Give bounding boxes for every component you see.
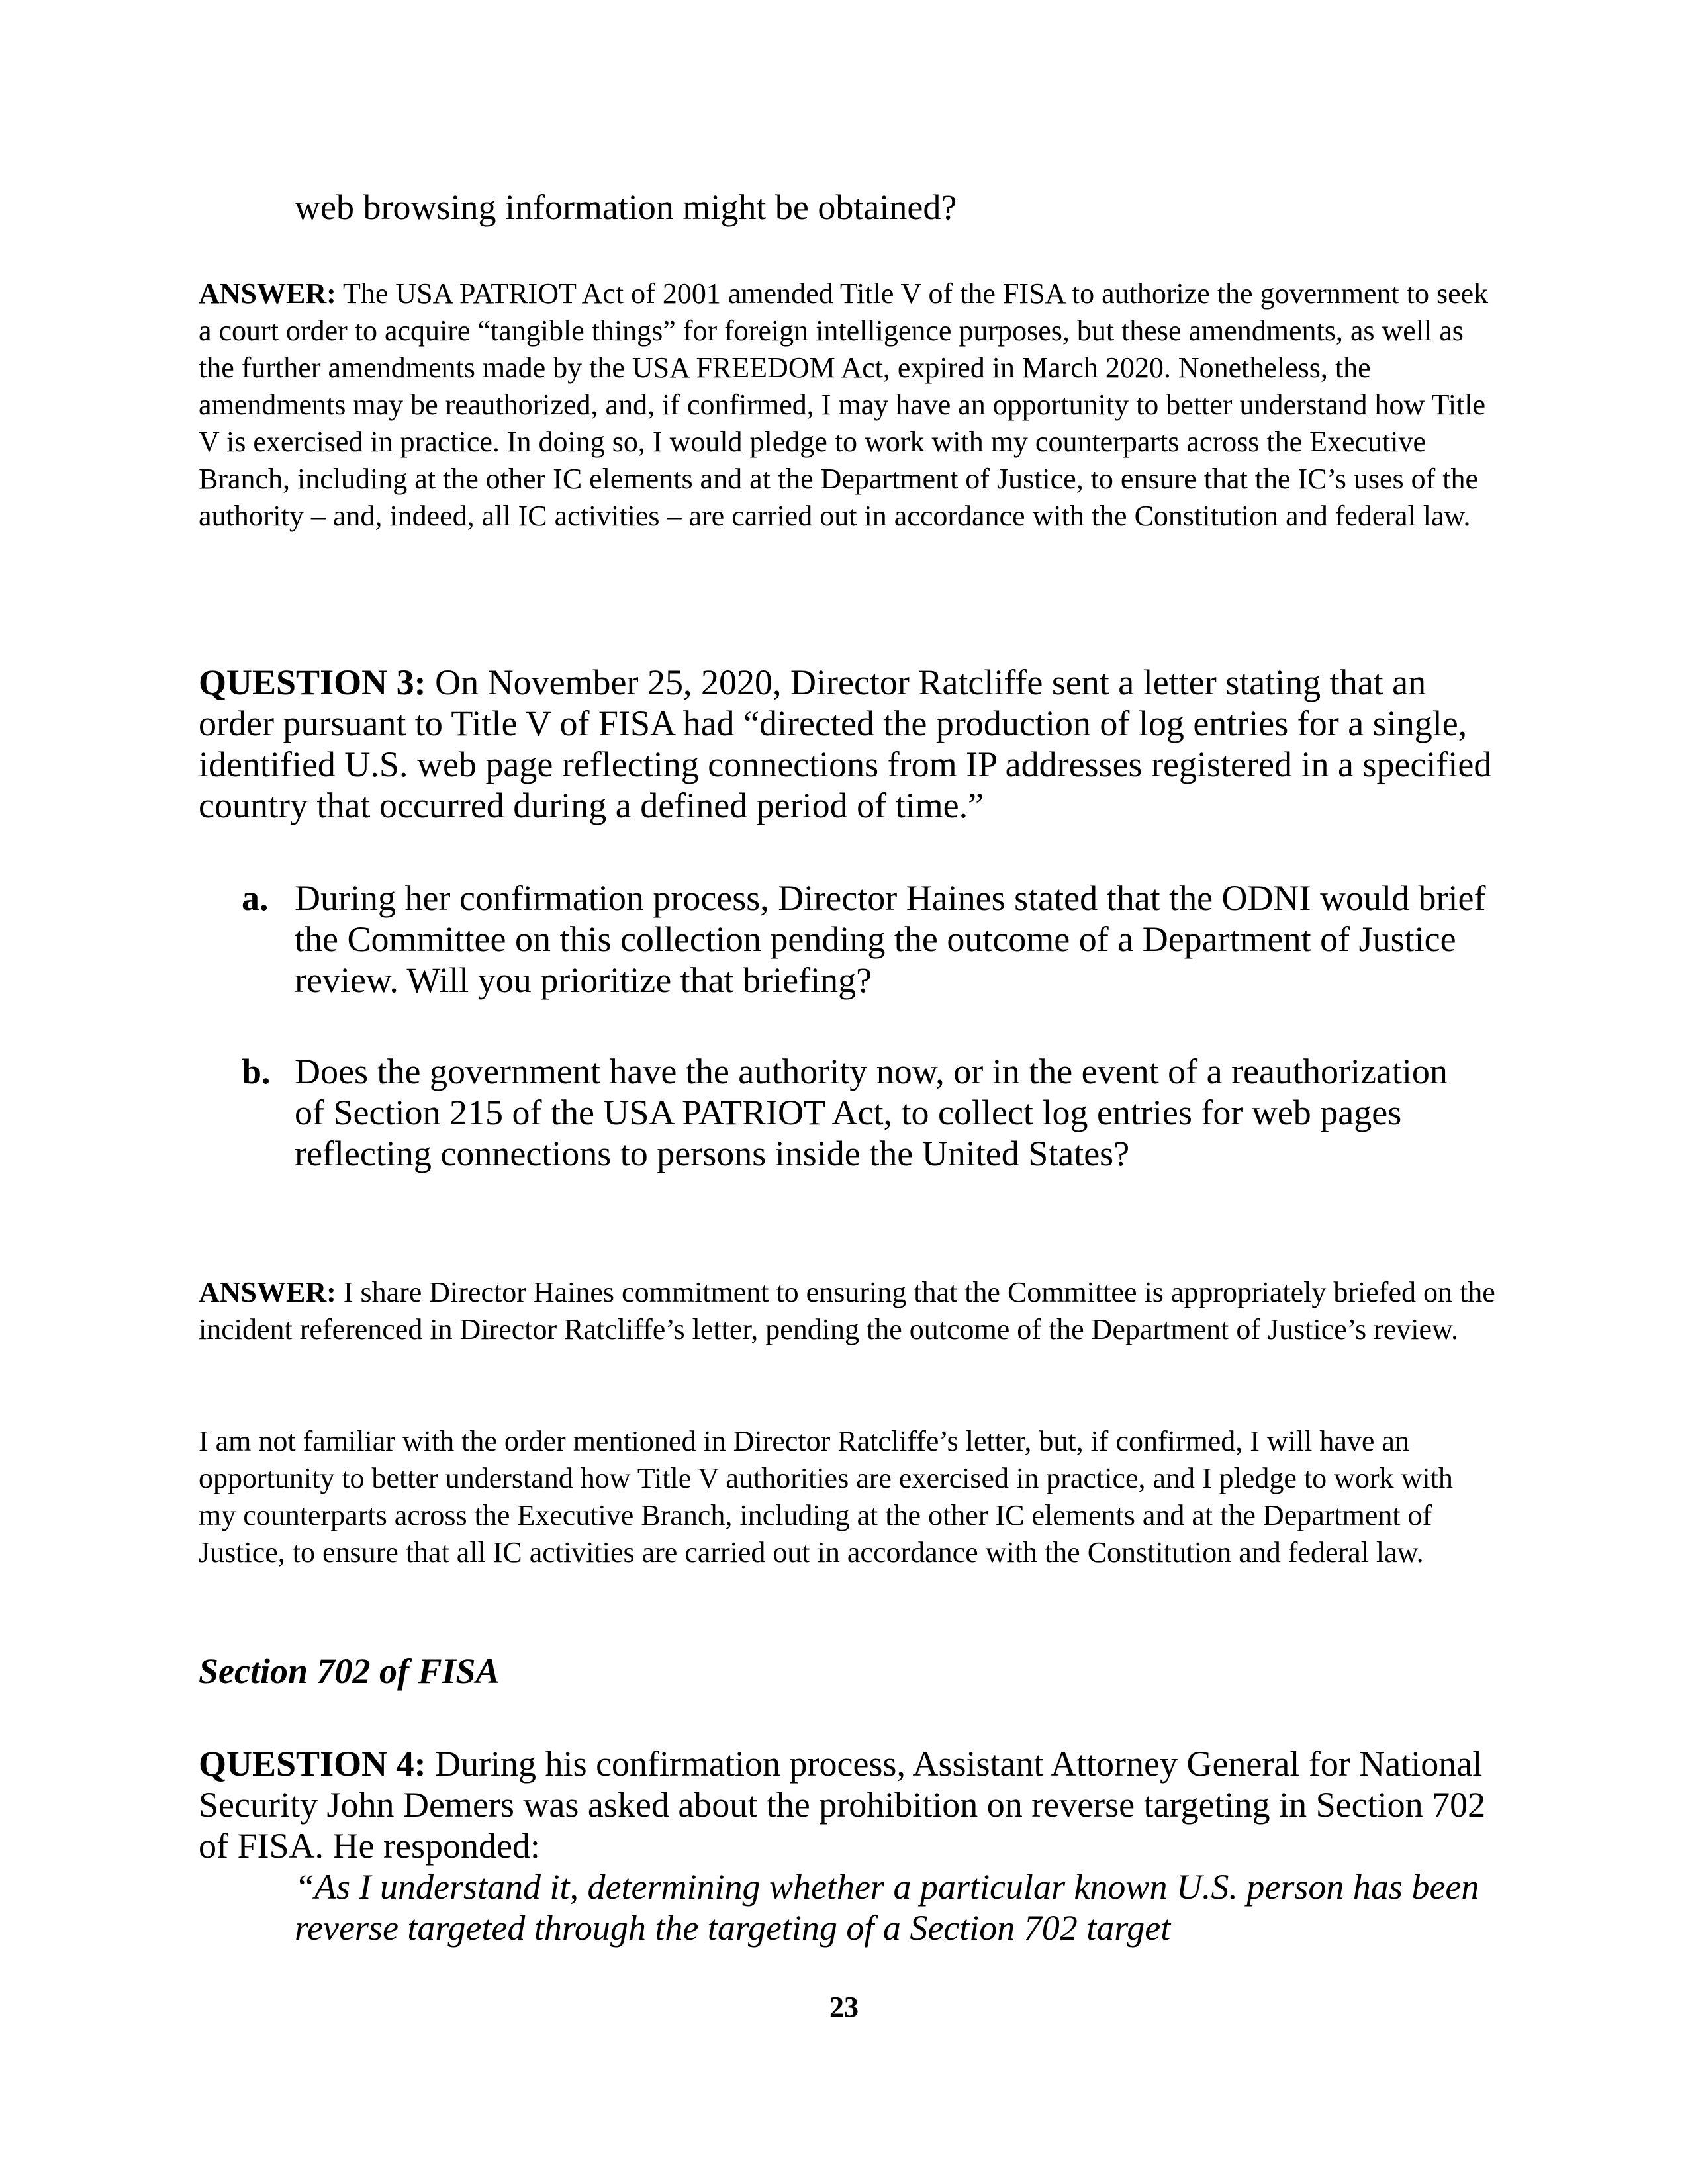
item-b-text: Does the government have the authority now, or in the event of a reauthorization of Section 215 of the USA PATRIOT Act, to collect log entries for web pages reflecting connections to persons inside the United States? [295, 1052, 1448, 1173]
question-3-paragraph [199, 662, 1496, 826]
question-3-text: On November 25, 2020, Director Ratcliffe sent a letter stating that an order pursuant to Title V of FISA had “directed the production of log entries for a single, identified U.S. web page reflecting connections from IP addresses registered in a specified country that occurred during a defined period of time.” [199, 662, 1492, 825]
continuation-line: web browsing information might be obtained? [295, 187, 957, 227]
answer-2-text: The USA PATRIOT Act of 2001 amended Title V of the FISA to authorize the government to seek a court order to acquire “tangible things” for foreign intelligence purposes, but these amendments, as well as the further amendments made by the USA FREEDOM Act, expired in March 2020. Nonetheless, the amendments may be reauthorized, and, if confirmed, I may have an opportunity to better understand how Title V is exercised in practice. In doing so, I would pledge to work with my counterparts across the Executive Branch, including at the other IC elements and at the Department of Justice, to ensure that the IC’s uses of the authority – and, indeed, all IC activities – are carried out in accordance with the Constitution and federal law. [199, 277, 1489, 532]
answer-2-paragraph [199, 275, 1496, 535]
answer-3-paragraph-2: I am not familiar with the order mentioned in Director Ratcliffe’s letter, but, if confirmed, I will have an opportunity to better understand how Title V authorities are exercised in practice, and I pledge to work with my counterparts across the Executive Branch, including at the other IC elements and at the Department of Justice, to ensure that all IC activities are carried out in accordance with the Constitution and federal law. [199, 1425, 1453, 1569]
question-4-label: QUESTION 4: [199, 1744, 426, 1784]
question-4-text: During his confirmation process, Assistant Attorney General for National Security John Demers was asked about the prohibition on reverse targeting in Section 702 of FISA. He responded: [199, 1744, 1486, 1866]
question-3-label: QUESTION 3: [199, 662, 426, 702]
question-3-item-b [242, 1051, 1486, 1174]
answer-3-text: I share Director Haines commitment to ensuring that the Committee is appropriately briefed on the incident referenced in Director Ratcliffe’s letter, pending the outcome of the Department of Justice’s review. [199, 1276, 1495, 1345]
answer-2-label: ANSWER: [199, 277, 336, 310]
question-4-paragraph [199, 1743, 1496, 1866]
item-a-letter: a. [242, 878, 269, 918]
answer-3-label: ANSWER: [199, 1276, 336, 1308]
section-heading: Section 702 of FISA [199, 1651, 500, 1691]
question-3-item-a [242, 878, 1486, 1001]
answer-3-paragraph [199, 1274, 1496, 1348]
page-number: 23 [829, 1991, 859, 2023]
item-a-text: During her confirmation process, Director Haines stated that the ODNI would brief the Committee on this collection pending the outcome of a Department of Justice review. Will you prioritize that briefing? [295, 878, 1486, 1000]
question-4-quote: “As I understand it, determining whether a particular known U.S. person has been reverse targeted through the targeting of a Section 702 target [295, 1867, 1479, 1948]
item-b-letter: b. [242, 1052, 271, 1091]
